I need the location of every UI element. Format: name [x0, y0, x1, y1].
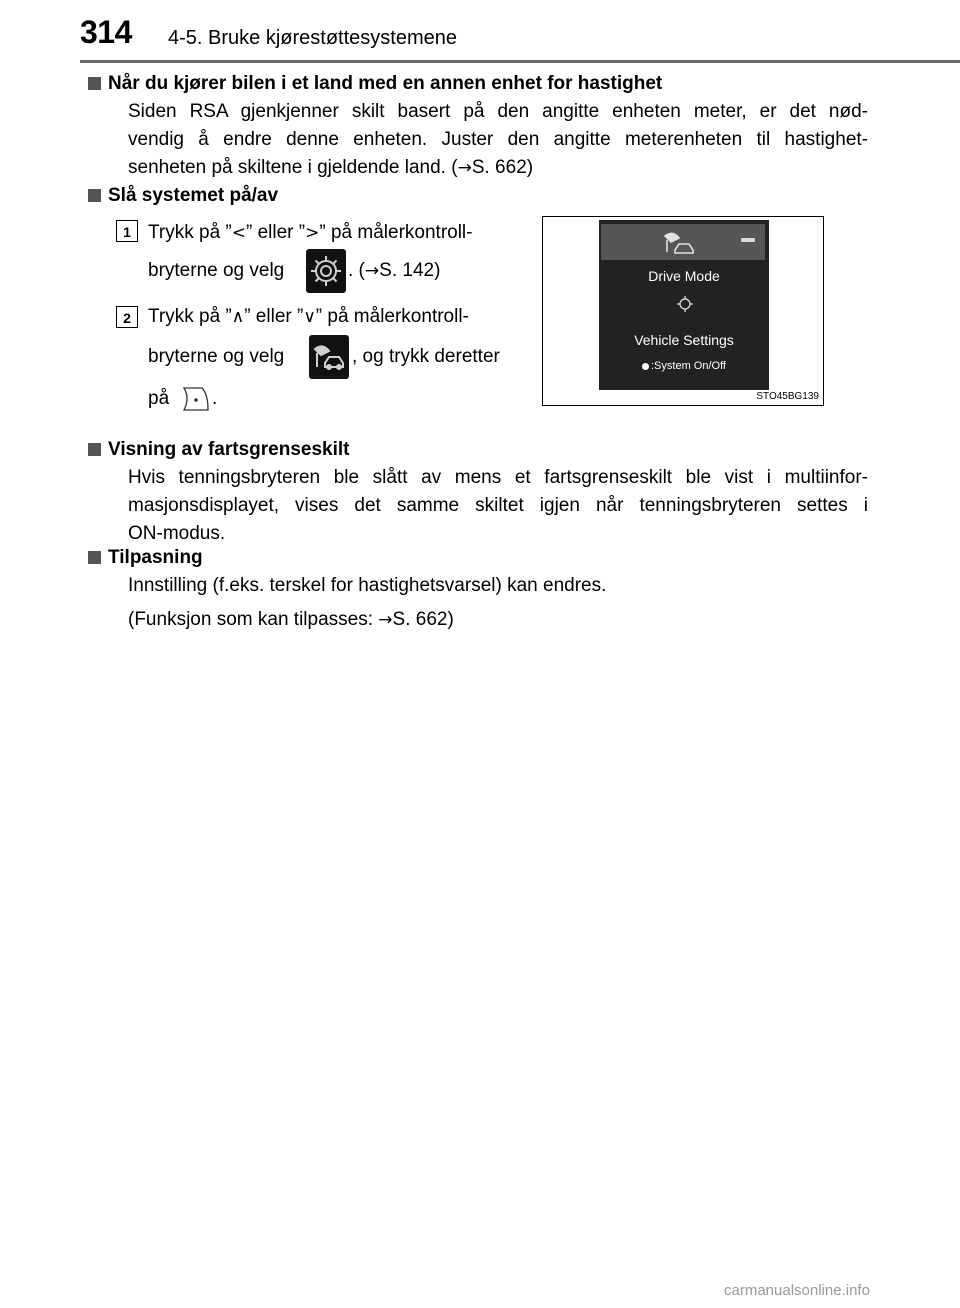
gear-icon: [306, 249, 346, 293]
gear-icon-graphic: [306, 249, 346, 293]
body-line: Hvis tenningsbryteren ble slått av mens et fartsgrenseskilt ble vist i multiinfor-: [128, 467, 868, 488]
road-sign-assist-icon: [601, 224, 765, 260]
menu-item-label: :System On/Off: [651, 360, 726, 372]
heading-text: Visning av fartsgrenseskilt: [108, 439, 350, 460]
section-heading: [88, 70, 868, 98]
step-text: ” eller ”: [244, 306, 304, 327]
step-text: ” på målerkontroll-: [315, 306, 469, 327]
figure-code: STO45BG139: [756, 391, 819, 402]
step-text: på: [148, 388, 170, 409]
heading-text: Tilpasning: [108, 547, 203, 568]
body-line: masjonsdisplayet, vises det samme skiltet igjen når tenningsbryteren settes i: [128, 495, 868, 516]
enter-dot-icon: [642, 363, 649, 370]
section-speed-unit: [108, 70, 868, 182]
settings-gear-icon: [675, 294, 695, 314]
section-system-onoff: [108, 182, 868, 210]
step-line: [352, 346, 500, 368]
step-line: [148, 222, 518, 244]
body-line: Innstilling (f.eks. terskel for hastighetsvarsel) kan endres.: [128, 575, 607, 596]
heading-text: Slå systemet på/av: [108, 185, 279, 206]
menu-item-drive-mode: Drive Mode: [648, 268, 720, 284]
left-arrow-symbol: <: [231, 223, 246, 243]
square-bullet-icon: [88, 189, 101, 202]
arrow-icon: →: [457, 158, 472, 178]
step-text: Trykk på ”: [148, 306, 232, 327]
menu-item-vehicle-settings: Vehicle Settings: [634, 332, 734, 348]
section-body: [108, 572, 868, 634]
section-heading: [88, 544, 868, 572]
step-line: [148, 306, 469, 328]
step-number: 1: [116, 220, 138, 242]
step-line: [148, 388, 169, 410]
section-customization: [108, 544, 868, 634]
page-header: [0, 0, 960, 62]
menu-item-system-onoff: [599, 360, 769, 372]
body-line: Siden RSA gjenkjenner skilt basert på den angitte enheten meter, er det nød-: [128, 101, 868, 122]
chapter-title: 4-5. Bruke kjørestøttesystemene: [168, 27, 457, 49]
section-body: [108, 464, 868, 548]
heading-text: Når du kjører bilen i et land med en annen enhet for hastighet: [108, 73, 663, 94]
step-text: . (: [348, 260, 365, 281]
step-text: bryterne og velg: [148, 260, 285, 281]
square-bullet-icon: [88, 551, 101, 564]
multi-info-display-figure: [542, 216, 824, 406]
section-heading: [88, 182, 868, 210]
enter-button-graphic: [180, 384, 212, 414]
body-line: vendig å endre denne enheten. Juster den angitte meterenheten til hastighet-: [128, 129, 868, 150]
step-text: bryterne og velg: [148, 346, 285, 367]
right-arrow-symbol: >: [305, 223, 320, 243]
step-line: [148, 260, 284, 282]
step-text: ” på målerkontroll-: [319, 222, 473, 243]
down-arrow-symbol: ∨: [303, 307, 316, 327]
road-sign-assist-graphic: [309, 335, 349, 379]
square-bullet-icon: [88, 77, 101, 90]
selected-menu-row: [601, 224, 765, 260]
section-body: [108, 98, 868, 182]
step-line: [212, 388, 217, 410]
step-text: Trykk på ”: [148, 222, 232, 243]
body-text: (Funksjon som kan tilpasses:: [128, 609, 379, 630]
section-heading: [88, 436, 868, 464]
step-text: , og trykk deretter: [352, 346, 500, 367]
enter-button-icon: [180, 384, 212, 414]
arrow-icon: →: [364, 261, 380, 281]
body-line: ON-modus.: [128, 523, 226, 544]
display-screen: [599, 220, 769, 390]
step-text: .: [212, 388, 218, 409]
watermark: carmanualsonline.info: [724, 1282, 870, 1299]
page-number: 314: [80, 14, 132, 50]
page-reference-link[interactable]: S. 142): [379, 260, 441, 281]
square-bullet-icon: [88, 443, 101, 456]
body-line: [128, 154, 868, 182]
page-reference-link[interactable]: S. 662): [392, 609, 454, 630]
step-line: [148, 346, 284, 368]
step-line: [348, 260, 440, 282]
body-line: [128, 606, 868, 634]
arrow-icon: →: [378, 610, 393, 630]
body-text: senheten på skiltene i gjeldende land. (: [128, 157, 458, 178]
up-arrow-symbol: ∧: [231, 307, 245, 327]
header-rule: [80, 60, 960, 63]
step-number: 2: [116, 306, 138, 328]
page-reference-link[interactable]: S. 662): [471, 157, 534, 178]
step-text: ” eller ”: [246, 222, 306, 243]
section-sign-display: [108, 436, 868, 548]
road-sign-assist-icon: [309, 335, 349, 379]
